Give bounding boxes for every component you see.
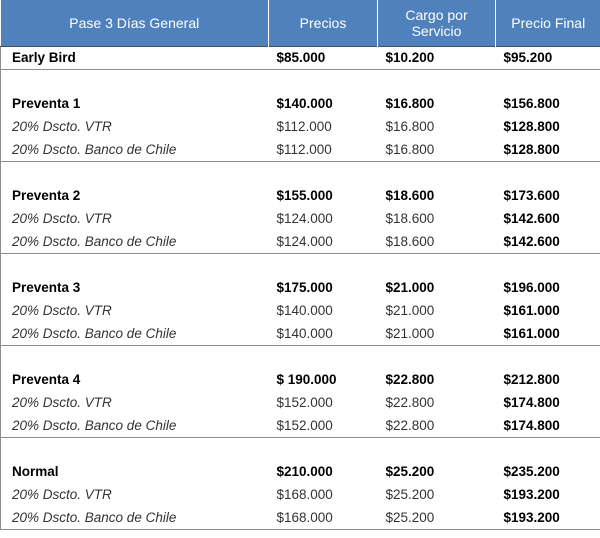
final-price-cell: $128.800 [503,119,560,134]
final-price-cell: $174.800 [496,414,600,437]
fee-cell: $18.600 [378,230,496,253]
row-label: Preventa 2 [12,188,81,203]
row-label: 20% Dscto. VTR [12,211,112,226]
discount-row-bank [1,322,600,345]
price-cell: $140.000 [276,303,333,318]
row-label: 20% Dscto. Banco de Chile [1,414,269,437]
row-label: 20% Dscto. Banco de Chile [1,230,269,253]
row-label: Preventa 3 [12,280,81,295]
price-cell: $175.000 [276,280,333,295]
discount-row-bank [1,230,600,253]
price-cell: $85.000 [269,46,378,69]
fee-cell: $25.200 [378,506,496,529]
table-header-row [1,0,600,46]
fee-cell: $22.800 [385,395,435,410]
price-cell: $140.000 [269,322,378,345]
row-label: 20% Dscto. Banco de Chile [1,506,269,529]
price-cell: $168.000 [269,506,378,529]
fee-cell: $18.600 [385,188,435,203]
final-price-cell: $193.200 [503,487,560,502]
spacer-row [1,253,600,276]
price-cell: $168.000 [276,487,333,502]
price-cell: $152.000 [276,395,333,410]
price-cell: $140.000 [276,96,333,111]
price-cell: $124.000 [269,230,378,253]
price-cell: $210.000 [276,464,333,479]
discount-row-bank [1,414,600,437]
fee-cell: $18.600 [385,211,435,226]
row-label: Early Bird [1,46,269,69]
discount-row-vtr [1,483,600,506]
final-price-cell: $173.600 [503,188,560,203]
spacer-row [1,161,600,184]
fee-cell: $21.000 [385,303,435,318]
fee-cell: $16.800 [385,96,435,111]
discount-row-bank [1,506,600,529]
row-label: 20% Dscto. VTR [12,395,112,410]
tier-row [1,368,600,391]
final-price-cell: $212.800 [503,372,560,387]
fee-cell: $25.200 [385,464,435,479]
final-price-cell: $128.800 [496,138,600,161]
price-cell: $112.000 [276,119,332,134]
fee-cell: $16.800 [385,119,435,134]
fee-cell: $22.800 [378,414,496,437]
price-cell: $155.000 [276,188,333,203]
tier-row [1,460,600,483]
tier-row [1,276,600,299]
final-price-cell: $174.800 [503,395,560,410]
final-price-cell: $196.000 [503,280,560,295]
final-price-cell: $156.800 [503,96,560,111]
row-label: 20% Dscto. Banco de Chile [1,138,269,161]
final-price-cell: $95.200 [496,46,600,69]
fee-cell: $21.000 [378,322,496,345]
tier-row [1,92,600,115]
header-pass: Pase 3 Días General [1,0,269,46]
row-label: 20% Dscto. Banco de Chile [1,322,269,345]
row-label: 20% Dscto. VTR [12,119,112,134]
header-price: Precios [269,0,378,46]
discount-row-vtr [1,207,600,230]
final-price-cell: $142.600 [496,230,600,253]
row-label: Normal [12,464,59,479]
fee-cell: $10.200 [378,46,496,69]
discount-row-vtr [1,299,600,322]
spacer-row [1,69,600,92]
final-price-cell: $193.200 [496,506,600,529]
row-label: 20% Dscto. VTR [12,303,112,318]
final-price-cell: $161.000 [496,322,600,345]
header-service-charge: Cargo por Servicio [378,0,496,46]
final-price-cell: $235.200 [503,464,560,479]
row-label: Preventa 1 [12,96,81,111]
fee-cell: $16.800 [378,138,496,161]
row-label: Preventa 4 [12,372,81,387]
final-price-cell: $142.600 [503,211,560,226]
fee-cell: $21.000 [385,280,435,295]
price-cell: $112.000 [269,138,378,161]
discount-row-vtr [1,391,600,414]
fee-cell: $22.800 [385,372,435,387]
spacer-row [1,437,600,460]
early-bird-row [1,46,600,69]
spacer-row [1,345,600,368]
fee-cell: $25.200 [385,487,435,502]
row-label: 20% Dscto. VTR [12,487,112,502]
price-cell: $124.000 [276,211,333,226]
price-cell: $ 190.000 [276,372,337,387]
tier-row [1,184,600,207]
price-cell: $152.000 [269,414,378,437]
discount-row-vtr [1,115,600,138]
discount-row-bank [1,138,600,161]
final-price-cell: $161.000 [503,303,560,318]
header-final-price: Precio Final [496,0,600,46]
